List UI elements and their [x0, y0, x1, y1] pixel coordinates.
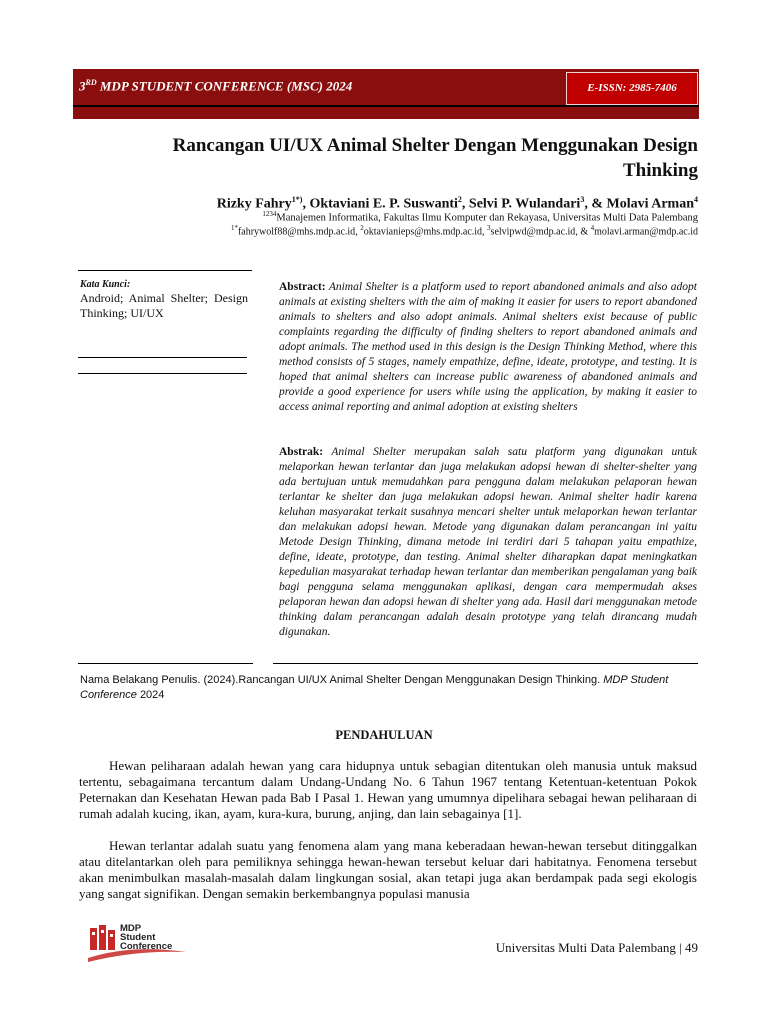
section-heading: PENDAHULUAN — [335, 728, 433, 742]
footer-university: Universitas Multi Data Palembang — [495, 940, 676, 955]
abstract-english: Abstract: Animal Shelter is a platform used to report abandoned animals and also adopt animals at existing shelters with the aim of making it easier for users to report abandoned animals to shelters and also adopt animals. Animal shelters exist because of public complaints regarding the difficulty of finding shelters to report abandoned animals and adopt animals. The method used in this design is the Design Thinking Method, where this method consists of 5 stages, namely empathize, define, ideate, prototype, and testing. It is hoped that animal shelters can increase public awareness of abandoned animals and provide a good experience for users while using the application, by making it easier to access animal reporting and animal adoption at existing shelters — [279, 281, 697, 413]
msc-logo — [86, 922, 196, 964]
keyword-rule — [78, 373, 247, 374]
logo-text: MDP Student Conference — [120, 923, 173, 952]
abstract-indonesian: Abstrak: Animal Shelter merupakan salah satu platform yang digunakan untuk melaporkan hewan terlantar dan juga melakukan adopsi hewan di shelter-shelter yang ada bertujuan untuk memudahkan para pengguna dalam melakukan pelaporan hewan terlantar ke shelter dan juga melakukan adopsi hewan. Animal shelter hadir karena keluhan masyarakat terkait susahnya mencari shelter untuk melaporkan hewan terlantar dan melakukan adopsi hewan. Metode yang digunakan dalam perancangan ini yaitu Metode Design Thinking, dimana metode ini terdiri dari 5 tahapan yaitu empathize, define, ideate, prototype, dan testing. Animal shelter diharapkan dapat meningkatkan kepedulian masyarakat terhadap hewan terlantar dan memberikan pengalaman yang baik bagi pengguna selama menggunakan aplikasi, dengan cara mempermudah akses pelaporan hewan dan adopsi hewan di shelter yang ada. Hasil dari menggunakan metode thinking dalam perancangan adalah desain prototype yang telah dirancang mudah digunakan. — [279, 446, 697, 638]
keyword-rule — [78, 357, 247, 358]
keywords-text: Android; Animal Shelter; Design Thinking; UI/UX — [80, 291, 248, 320]
page-number: 49 — [685, 940, 698, 955]
email-link[interactable]: selvipwd@mdp.ac.id — [490, 226, 576, 238]
body-paragraph: Hewan terlantar adalah suatu yang fenomena alam yang mana keberadaan hewan-hewan tersebut ditinggalkan atau ditelantarkan oleh para pemiliknya sehingga hewan-hewan tersebut keluar dari habitatnya. Fenomena tersebut akan menimbulkan masalah-masalah dalam lingkungan sosial, akan tetapi juga akan berdampak pada segi ekologis yang sangat signifikan. Dengan semakin berkembangnya populasi manusia — [79, 838, 697, 901]
keyword-top-rule — [78, 270, 252, 271]
author-list: Rizky Fahry$^{1*)}$, Oktaviani E. P. Suswanti$^2$, Selvi P. Wulandari$^3$, & Molavi Arman$^4$ — [216, 195, 698, 212]
email-link[interactable]: fahrywolf88@mhs.mdp.ac.id — [237, 226, 356, 238]
author-emails: $^{1*}$fahrywolf88@mhs.mdp.ac.id, $^2$oktavianieps@mhs.mdp.ac.id, $^3$selvipwd@mdp.ac.id, & $^4$molavi.arman@mdp.ac.id — [230, 224, 698, 238]
keywords-heading: Kata Kunci: — [80, 279, 131, 290]
citation-note: Nama Belakang Penulis. (2024).Rancangan UI/UX Animal Shelter Dengan Menggunakan Design Thinking. MDP Student Conference 2024 — [80, 674, 669, 701]
body-paragraph: Hewan peliharaan adalah hewan yang cara hidupnya untuk sebagian ditentukan oleh manusia untuk maksud tertentu, sebagaimana tercantum dalam Undang-Undang No. 6 Tahun 1967 tentang Ketentuan-ketentuan Pokok Peternakan dan Kesehatan Hewan pada Bab I Pasal 1. Hewan yang umumnya dipelihara sebagai hewan peliharaan di rumah adalah kucing, ikan, ayam, kura-kura, burung, anjing, dan lain sebagainya [1]. — [79, 758, 697, 821]
email-link[interactable]: oktavianieps@mhs.mdp.ac.id — [363, 226, 483, 238]
conference-title: 3RD MDP STUDENT CONFERENCE (MSC) 2024 — [79, 78, 353, 94]
email-link[interactable]: molavi.arman@mdp.ac.id — [594, 226, 698, 238]
paper-title: Rancangan UI/UX Animal Shelter Dengan Menggunakan Design Thinking — [172, 135, 698, 181]
conference-banner — [73, 69, 699, 119]
page-footer: Universitas Multi Data Palembang | 49 — [495, 940, 698, 955]
affiliation: $^{1234}$Manajemen Informatika, Fakultas Ilmu Komputer dan Rekayasa, Universitas Multi Data Palembang — [262, 210, 698, 224]
issn-badge: E-ISSN: 2985-7406 — [566, 72, 698, 105]
citation-rule-right — [273, 663, 698, 664]
banner-top-band — [73, 69, 699, 107]
citation-rule-left — [78, 663, 253, 664]
